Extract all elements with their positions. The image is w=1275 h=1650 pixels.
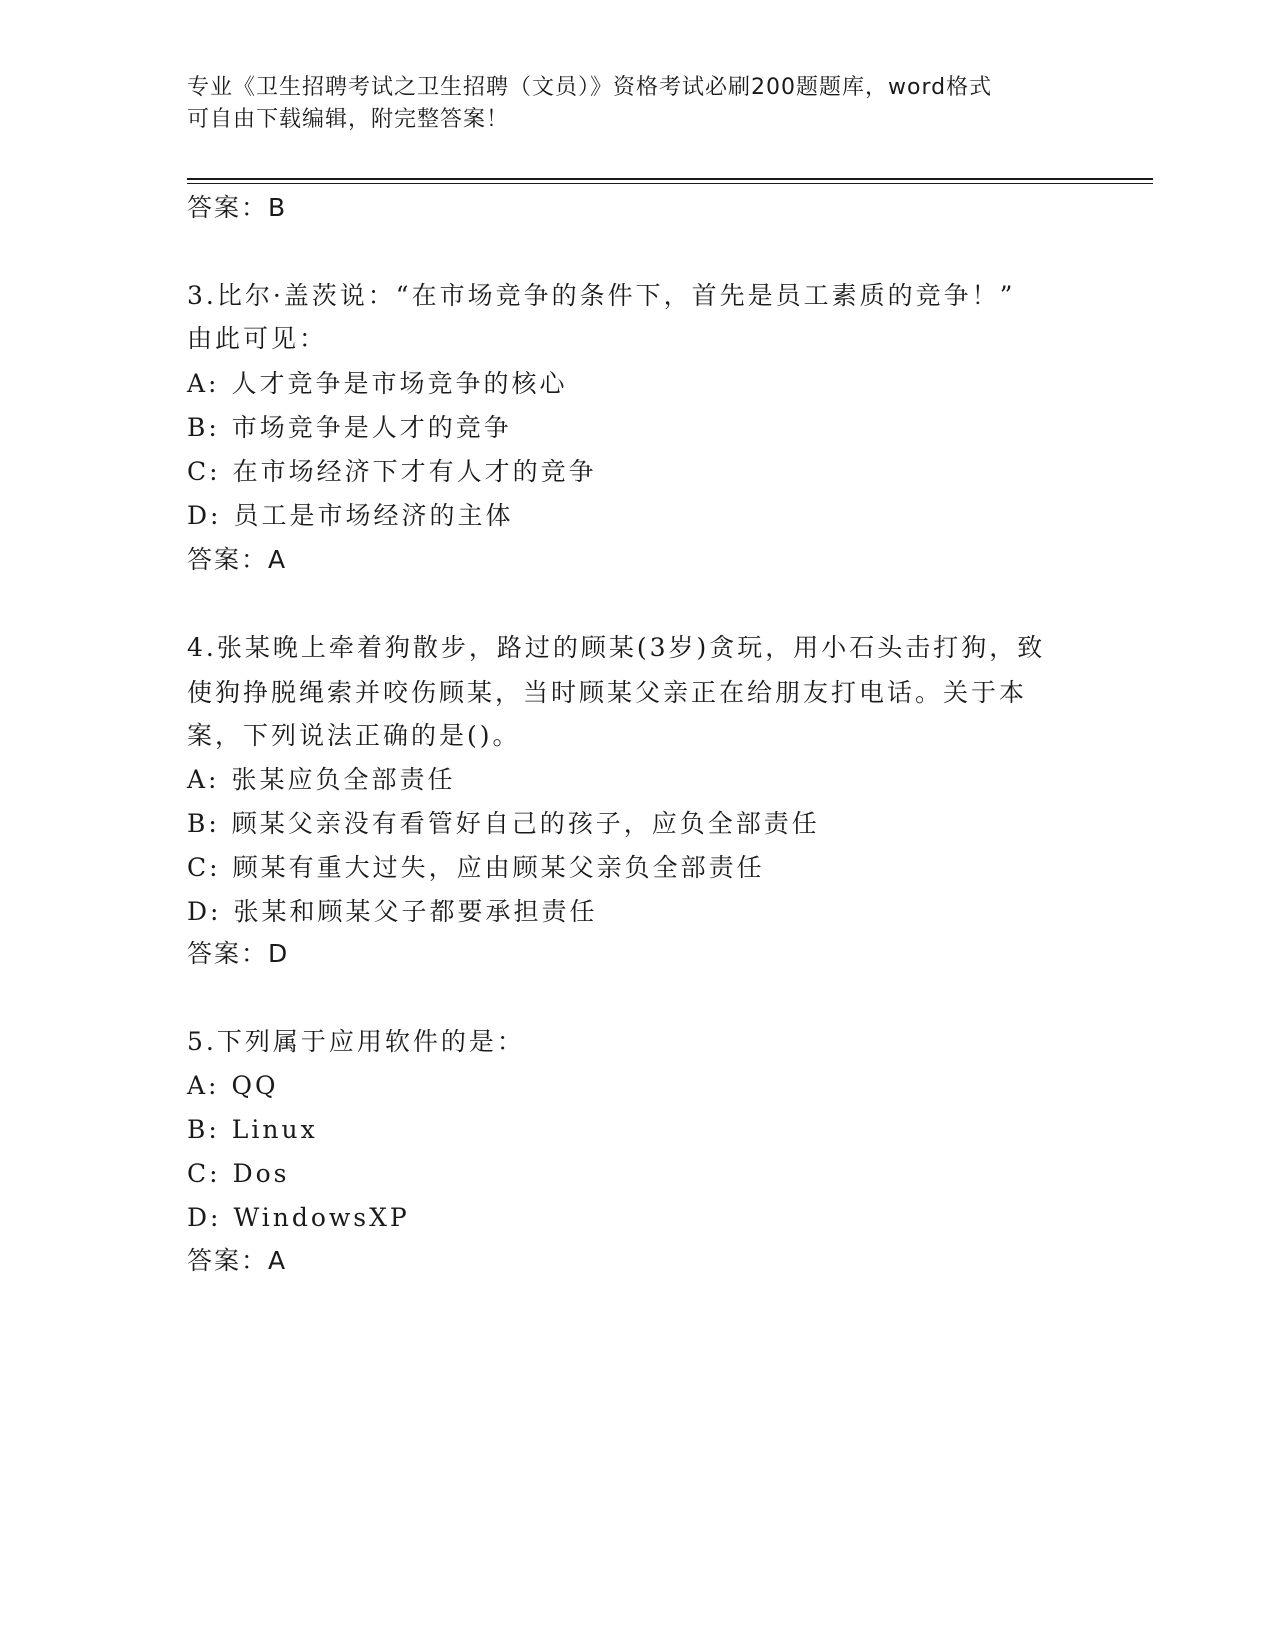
header-divider-thin bbox=[187, 183, 1153, 184]
option-label: C: bbox=[187, 1159, 221, 1188]
q4-option-b bbox=[187, 807, 820, 841]
q5-option-b bbox=[187, 1113, 318, 1147]
q5-answer: 答案：A bbox=[187, 1246, 288, 1275]
q5-option-c bbox=[187, 1157, 290, 1191]
option-text: QQ bbox=[231, 1071, 279, 1100]
q3-option-a bbox=[187, 367, 568, 401]
header-line-1: 专业《卫生招聘考试之卫生招聘（文员）》资格考试必刷200题题库，word格式 bbox=[187, 75, 993, 100]
option-label: B: bbox=[187, 413, 220, 442]
option-label: B: bbox=[187, 809, 220, 838]
q3-answer: 答案：A bbox=[187, 545, 288, 574]
option-label: D: bbox=[187, 897, 222, 926]
document-header bbox=[187, 72, 1087, 136]
q4-answer: 答案：D bbox=[187, 939, 290, 968]
q4-option-a bbox=[187, 763, 456, 797]
q5-stem-line-1: 5.下列属于应用软件的是： bbox=[187, 1027, 525, 1056]
q5-option-a bbox=[187, 1069, 278, 1103]
q3-stem-line-1: 3.比尔·盖茨说：“在市场竞争的条件下，首先是员工素质的竞争！” bbox=[187, 281, 1016, 310]
option-text: Linux bbox=[231, 1115, 318, 1144]
option-text: WindowsXP bbox=[233, 1203, 410, 1232]
option-label: D: bbox=[187, 1203, 222, 1232]
option-label: D: bbox=[187, 501, 222, 530]
option-label: A: bbox=[187, 1071, 220, 1100]
option-text: 员工是市场经济的主体 bbox=[233, 501, 514, 530]
q4-option-d bbox=[187, 895, 597, 929]
q4-option-c bbox=[187, 851, 765, 885]
q3-option-b bbox=[187, 411, 512, 445]
option-text: 张某和顾某父子都要承担责任 bbox=[233, 897, 598, 926]
header-divider-thick bbox=[187, 178, 1153, 180]
option-text: 顾某有重大过失，应由顾某父亲负全部责任 bbox=[232, 853, 765, 882]
option-text: 顾某父亲没有看管好自己的孩子，应负全部责任 bbox=[231, 809, 820, 838]
option-label: B: bbox=[187, 1115, 220, 1144]
q3-option-c bbox=[187, 455, 597, 489]
option-label: A: bbox=[187, 765, 220, 794]
q4-stem-line-2: 使狗挣脱绳索并咬伤顾某，当时顾某父亲正在给朋友打电话。关于本 bbox=[187, 678, 1028, 707]
q4-stem-line-3: 案，下列说法正确的是()。 bbox=[187, 721, 521, 750]
q3-stem-line-2: 由此可见： bbox=[187, 324, 328, 353]
option-label: C: bbox=[187, 853, 221, 882]
option-text: 人才竞争是市场竞争的核心 bbox=[231, 369, 568, 398]
option-text: 市场竞争是人才的竞争 bbox=[231, 413, 512, 442]
answer-previous: 答案：B bbox=[187, 193, 288, 222]
option-text: 在市场经济下才有人才的竞争 bbox=[232, 457, 597, 486]
header-line-2: 可自由下载编辑，附完整答案！ bbox=[187, 107, 510, 132]
q5-option-d bbox=[187, 1201, 410, 1235]
option-label: C: bbox=[187, 457, 221, 486]
option-text: Dos bbox=[232, 1159, 290, 1188]
q4-stem-line-1: 4.张某晚上牵着狗散步，路过的顾某(3岁)贪玩，用小石头击打狗，致 bbox=[187, 633, 1046, 662]
q3-option-d bbox=[187, 499, 513, 533]
option-label: A: bbox=[187, 369, 220, 398]
option-text: 张某应负全部责任 bbox=[231, 765, 456, 794]
